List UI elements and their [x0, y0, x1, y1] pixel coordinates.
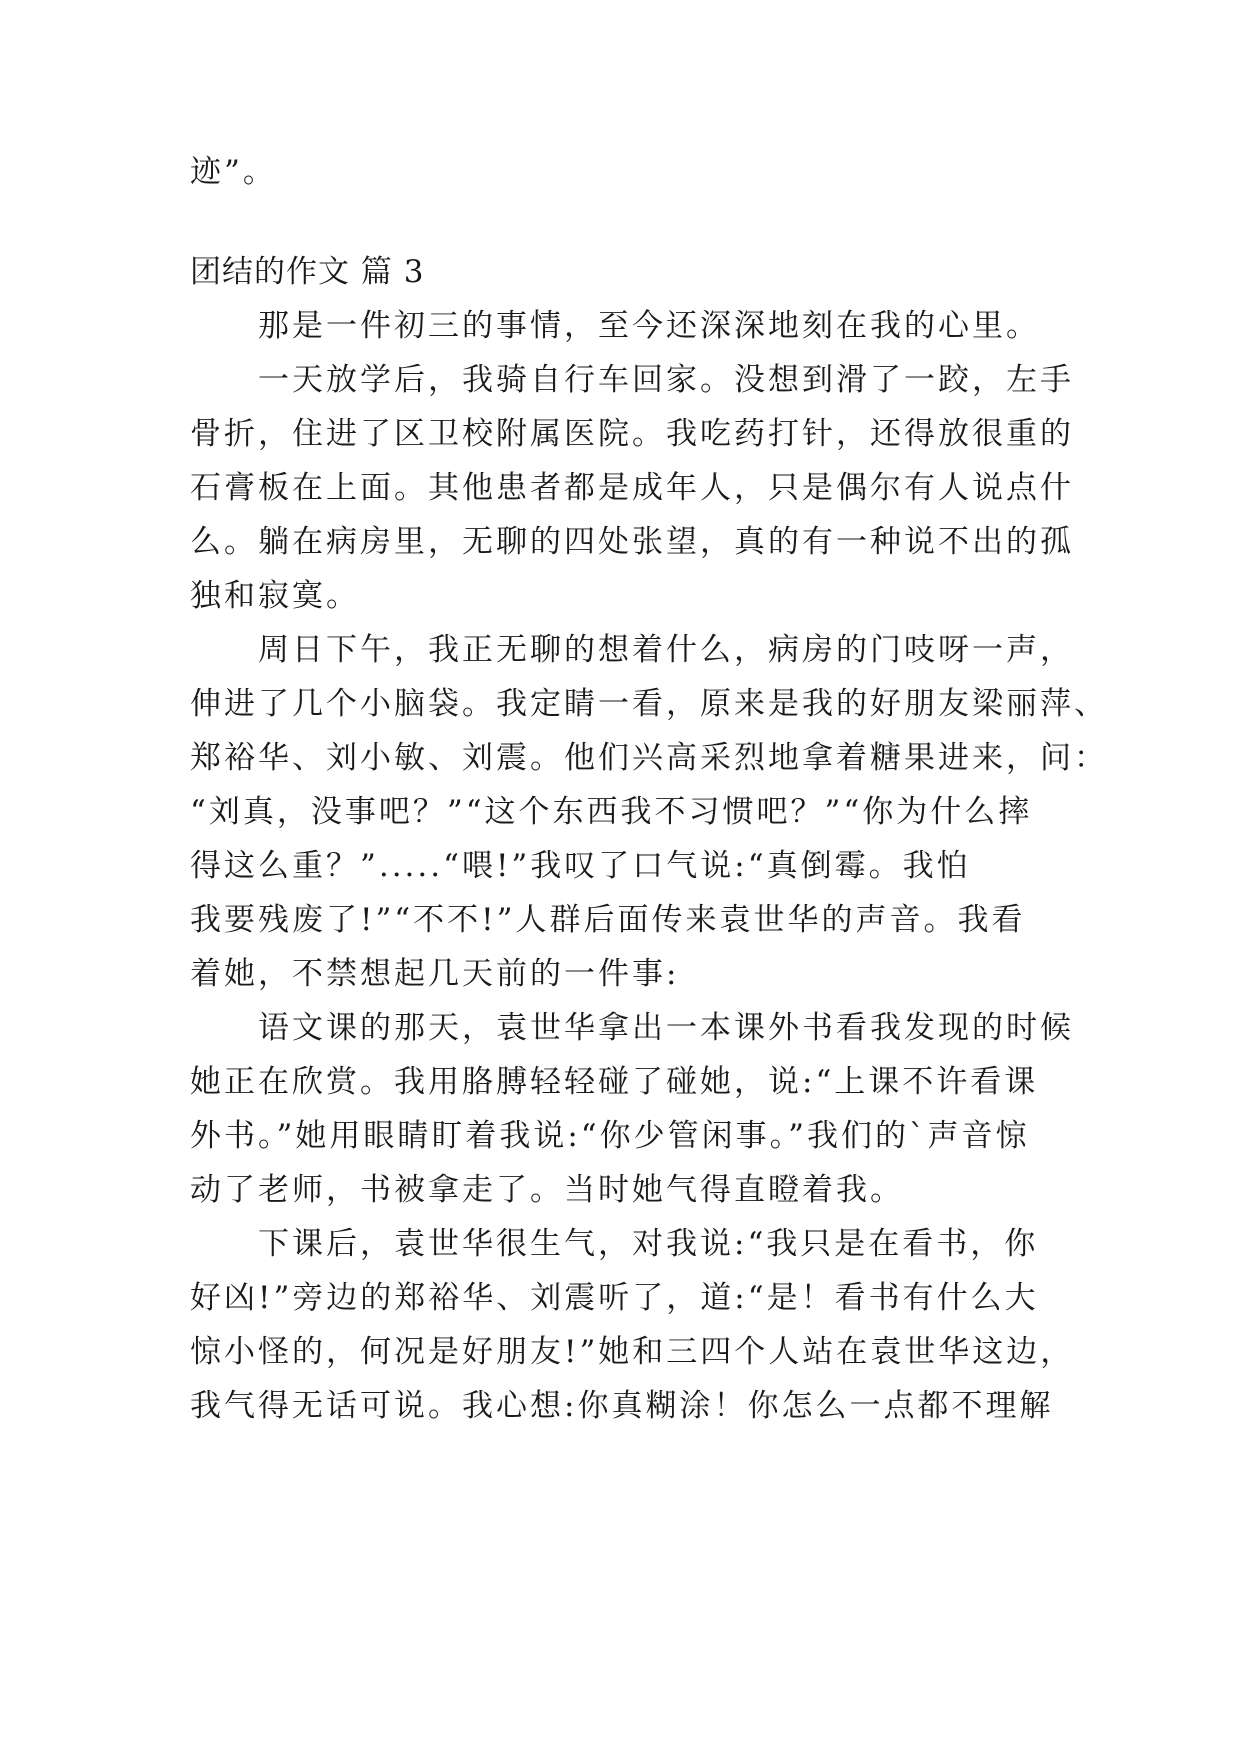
paragraph-line: 着她，不禁想起几天前的一件事:: [190, 956, 680, 992]
paragraph-line: 我气得无话可说。我心想:你真糊涂！你怎么一点都不理解: [190, 1388, 1054, 1424]
paragraph-line: 么。躺在病房里，无聊的四处张望，真的有一种说不出的孤: [190, 524, 1074, 560]
paragraph-line: 外书。”她用眼睛盯着我说:“你少管闲事。”我们的`声音惊: [190, 1118, 1030, 1154]
paragraph-line: 独和寂寞。: [190, 578, 360, 614]
paragraph-line: 我要残废了!”“不不!”人群后面传来袁世华的声音。我看: [190, 902, 1026, 938]
paragraph-line: 骨折，住进了区卫校附属医院。我吃药打针，还得放很重的: [190, 416, 1074, 452]
paragraph-line: 郑裕华、刘小敏、刘震。他们兴高采烈地拿着糖果进来，问：: [190, 740, 1108, 776]
paragraph-line: 语文课的那天，袁世华拿出一本课外书看我发现的时候: [190, 1010, 1074, 1046]
paragraph-line: 动了老师，书被拿走了。当时她气得直瞪着我。: [190, 1172, 904, 1208]
paragraph-line: 得这么重？”.....“喂!”我叹了口气说:“真倒霉。我怕: [190, 848, 971, 884]
paragraph-line: 那是一件初三的事情，至今还深深地刻在我的心里。: [190, 308, 1040, 344]
paragraph-line: 好凶!”旁边的郑裕华、刘震听了，道:“是！看书有什么大: [190, 1280, 1039, 1316]
document-page: [190, 0, 1108, 1754]
paragraph-line: 一天放学后，我骑自行车回家。没想到滑了一跤，左手: [190, 362, 1074, 398]
paragraph-line: 惊小怪的，何况是好朋友!”她和三四个人站在袁世华这边，: [190, 1334, 1075, 1370]
carryover-text: 迹”。: [190, 154, 277, 190]
paragraph-line: 周日下午，我正无聊的想着什么，病房的门吱呀一声，: [190, 632, 1074, 668]
paragraph-line: “刘真，没事吧？”“这个东西我不习惯吧？”“你为什么摔: [190, 794, 1033, 830]
section-title: 团结的作文 篇 3: [190, 254, 425, 290]
paragraph-line: 下课后，袁世华很生气，对我说:“我只是在看书，你: [190, 1226, 1039, 1262]
paragraph-line: 石膏板在上面。其他患者都是成年人，只是偶尔有人说点什: [190, 470, 1074, 506]
paragraph-line: 她正在欣赏。我用胳膊轻轻碰了碰她，说:“上课不许看课: [190, 1064, 1039, 1100]
paragraph-line: 伸进了几个小脑袋。我定睛一看，原来是我的好朋友梁丽萍、: [190, 686, 1108, 722]
